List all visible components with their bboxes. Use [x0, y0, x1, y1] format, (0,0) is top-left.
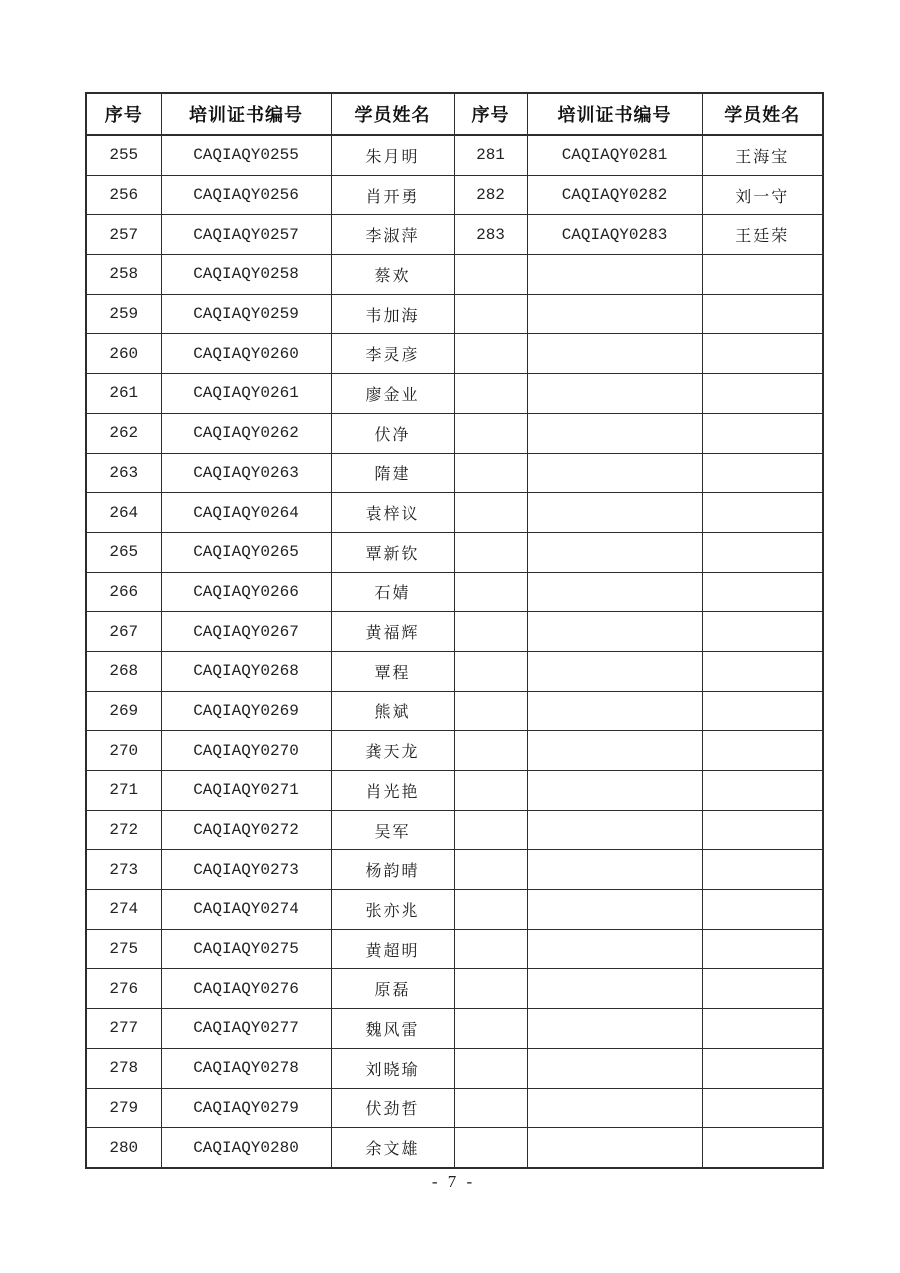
index-cell [454, 1128, 527, 1168]
certificate-cell [527, 890, 702, 930]
name-cell [702, 969, 823, 1009]
certificate-cell [527, 969, 702, 1009]
certificate-cell: CAQIAQY0272 [161, 810, 331, 850]
index-cell: 264 [86, 493, 161, 533]
certificate-cell: CAQIAQY0257 [161, 215, 331, 255]
table-row [86, 691, 823, 731]
certificate-cell: CAQIAQY0269 [161, 691, 331, 731]
certificate-cell [527, 453, 702, 493]
index-cell: 266 [86, 572, 161, 612]
name-cell: 王海宝 [702, 135, 823, 175]
name-cell [702, 771, 823, 811]
name-cell: 余文雄 [331, 1128, 454, 1168]
certificate-cell: CAQIAQY0268 [161, 651, 331, 691]
name-cell [702, 1048, 823, 1088]
index-cell: 270 [86, 731, 161, 771]
name-cell: 吴军 [331, 810, 454, 850]
index-cell [454, 850, 527, 890]
table-row [86, 572, 823, 612]
table-row [86, 969, 823, 1009]
index-cell: 256 [86, 175, 161, 215]
name-cell: 覃新钦 [331, 532, 454, 572]
table-row [86, 850, 823, 890]
name-cell: 伏劲哲 [331, 1088, 454, 1128]
certificate-cell: CAQIAQY0275 [161, 929, 331, 969]
roster-table [85, 92, 824, 1169]
name-cell [702, 453, 823, 493]
name-cell [702, 572, 823, 612]
index-cell: 258 [86, 255, 161, 295]
certificate-cell [527, 1128, 702, 1168]
table-row [86, 135, 823, 175]
index-cell [454, 810, 527, 850]
name-cell [702, 413, 823, 453]
certificate-cell [527, 612, 702, 652]
name-cell [702, 691, 823, 731]
header-student-name-right: 学员姓名 [702, 93, 823, 135]
index-cell [454, 1048, 527, 1088]
index-cell [454, 413, 527, 453]
certificate-cell [527, 1088, 702, 1128]
certificate-cell: CAQIAQY0260 [161, 334, 331, 374]
name-cell [702, 374, 823, 414]
certificate-cell [527, 929, 702, 969]
index-cell: 262 [86, 413, 161, 453]
certificate-cell [527, 810, 702, 850]
table-header-row [86, 93, 823, 135]
name-cell: 刘晓瑜 [331, 1048, 454, 1088]
certificate-cell: CAQIAQY0280 [161, 1128, 331, 1168]
index-cell: 259 [86, 294, 161, 334]
certificate-cell [527, 771, 702, 811]
name-cell [702, 1009, 823, 1049]
index-cell: 265 [86, 532, 161, 572]
name-cell [702, 850, 823, 890]
certificate-cell: CAQIAQY0261 [161, 374, 331, 414]
index-cell: 280 [86, 1128, 161, 1168]
name-cell [702, 810, 823, 850]
certificate-cell: CAQIAQY0255 [161, 135, 331, 175]
index-cell: 268 [86, 651, 161, 691]
name-cell [702, 612, 823, 652]
table-row [86, 651, 823, 691]
certificate-cell: CAQIAQY0278 [161, 1048, 331, 1088]
certificate-cell [527, 493, 702, 533]
index-cell: 272 [86, 810, 161, 850]
index-cell: 261 [86, 374, 161, 414]
certificate-cell: CAQIAQY0267 [161, 612, 331, 652]
certificate-cell: CAQIAQY0281 [527, 135, 702, 175]
certificate-cell: CAQIAQY0258 [161, 255, 331, 295]
header-student-name-left: 学员姓名 [331, 93, 454, 135]
name-cell: 隋建 [331, 453, 454, 493]
index-cell [454, 691, 527, 731]
index-cell: 278 [86, 1048, 161, 1088]
index-cell: 257 [86, 215, 161, 255]
table-row [86, 810, 823, 850]
index-cell [454, 890, 527, 930]
certificate-cell: CAQIAQY0265 [161, 532, 331, 572]
name-cell [702, 929, 823, 969]
name-cell: 韦加海 [331, 294, 454, 334]
table-row [86, 1048, 823, 1088]
certificate-cell: CAQIAQY0256 [161, 175, 331, 215]
table-row [86, 1128, 823, 1168]
index-cell: 283 [454, 215, 527, 255]
table-row [86, 532, 823, 572]
name-cell [702, 532, 823, 572]
index-cell [454, 929, 527, 969]
name-cell: 伏净 [331, 413, 454, 453]
name-cell [702, 731, 823, 771]
certificate-cell [527, 572, 702, 612]
name-cell: 王廷荣 [702, 215, 823, 255]
certificate-cell [527, 334, 702, 374]
header-certificate-right: 培训证书编号 [527, 93, 702, 135]
certificate-cell: CAQIAQY0270 [161, 731, 331, 771]
certificate-cell [527, 1009, 702, 1049]
page-number: - 7 - [431, 1172, 476, 1191]
certificate-cell: CAQIAQY0276 [161, 969, 331, 1009]
index-cell [454, 334, 527, 374]
index-cell [454, 1088, 527, 1128]
index-cell [454, 771, 527, 811]
certificate-cell: CAQIAQY0277 [161, 1009, 331, 1049]
name-cell [702, 493, 823, 533]
name-cell [702, 890, 823, 930]
name-cell: 石婧 [331, 572, 454, 612]
table-row [86, 453, 823, 493]
name-cell: 廖金业 [331, 374, 454, 414]
name-cell: 熊斌 [331, 691, 454, 731]
certificate-cell: CAQIAQY0266 [161, 572, 331, 612]
name-cell: 黄福辉 [331, 612, 454, 652]
certificate-cell [527, 294, 702, 334]
table-header [86, 93, 823, 135]
table-body [86, 135, 823, 1168]
index-cell: 281 [454, 135, 527, 175]
table-row [86, 334, 823, 374]
name-cell [702, 294, 823, 334]
certificate-cell [527, 651, 702, 691]
table-row [86, 255, 823, 295]
index-cell: 277 [86, 1009, 161, 1049]
name-cell: 黄超明 [331, 929, 454, 969]
certificate-cell [527, 691, 702, 731]
index-cell [454, 532, 527, 572]
certificate-cell: CAQIAQY0262 [161, 413, 331, 453]
index-cell: 269 [86, 691, 161, 731]
table-row [86, 175, 823, 215]
certificate-cell [527, 1048, 702, 1088]
name-cell [702, 1088, 823, 1128]
index-cell: 263 [86, 453, 161, 493]
table-row [86, 493, 823, 533]
table-row [86, 294, 823, 334]
index-cell [454, 1009, 527, 1049]
name-cell: 原磊 [331, 969, 454, 1009]
table-row [86, 1088, 823, 1128]
index-cell [454, 612, 527, 652]
certificate-cell: CAQIAQY0273 [161, 850, 331, 890]
certificate-cell: CAQIAQY0271 [161, 771, 331, 811]
index-cell [454, 374, 527, 414]
name-cell: 张亦兆 [331, 890, 454, 930]
certificate-cell [527, 413, 702, 453]
index-cell [454, 255, 527, 295]
name-cell [702, 334, 823, 374]
table-row [86, 374, 823, 414]
table-row [86, 929, 823, 969]
certificate-cell [527, 850, 702, 890]
index-cell: 276 [86, 969, 161, 1009]
name-cell [702, 255, 823, 295]
index-cell: 274 [86, 890, 161, 930]
name-cell [702, 651, 823, 691]
index-cell [454, 651, 527, 691]
index-cell: 273 [86, 850, 161, 890]
table-row [86, 890, 823, 930]
certificate-cell: CAQIAQY0283 [527, 215, 702, 255]
name-cell: 李灵彦 [331, 334, 454, 374]
index-cell: 279 [86, 1088, 161, 1128]
name-cell: 肖开勇 [331, 175, 454, 215]
name-cell: 龚天龙 [331, 731, 454, 771]
name-cell: 杨韵晴 [331, 850, 454, 890]
index-cell: 267 [86, 612, 161, 652]
name-cell: 李淑萍 [331, 215, 454, 255]
certificate-cell [527, 731, 702, 771]
table-row [86, 1009, 823, 1049]
index-cell [454, 453, 527, 493]
certificate-cell: CAQIAQY0274 [161, 890, 331, 930]
index-cell: 255 [86, 135, 161, 175]
certificate-cell: CAQIAQY0263 [161, 453, 331, 493]
certificate-cell: CAQIAQY0259 [161, 294, 331, 334]
index-cell [454, 572, 527, 612]
index-cell: 282 [454, 175, 527, 215]
name-cell: 蔡欢 [331, 255, 454, 295]
index-cell [454, 493, 527, 533]
name-cell: 肖光艳 [331, 771, 454, 811]
table-row [86, 731, 823, 771]
certificate-cell: CAQIAQY0279 [161, 1088, 331, 1128]
index-cell: 275 [86, 929, 161, 969]
index-cell [454, 969, 527, 1009]
certificate-cell: CAQIAQY0264 [161, 493, 331, 533]
name-cell: 魏风雷 [331, 1009, 454, 1049]
name-cell: 覃程 [331, 651, 454, 691]
certificate-cell: CAQIAQY0282 [527, 175, 702, 215]
name-cell: 袁梓议 [331, 493, 454, 533]
table-row [86, 215, 823, 255]
table-row [86, 771, 823, 811]
name-cell: 朱月明 [331, 135, 454, 175]
index-cell: 260 [86, 334, 161, 374]
certificate-cell [527, 374, 702, 414]
index-cell [454, 731, 527, 771]
name-cell: 刘一守 [702, 175, 823, 215]
index-cell [454, 294, 527, 334]
certificate-cell [527, 255, 702, 295]
header-certificate-left: 培训证书编号 [161, 93, 331, 135]
header-serial-right: 序号 [454, 93, 527, 135]
name-cell [702, 1128, 823, 1168]
certificate-cell [527, 532, 702, 572]
table-row [86, 413, 823, 453]
index-cell: 271 [86, 771, 161, 811]
table-row [86, 612, 823, 652]
header-serial-left: 序号 [86, 93, 161, 135]
